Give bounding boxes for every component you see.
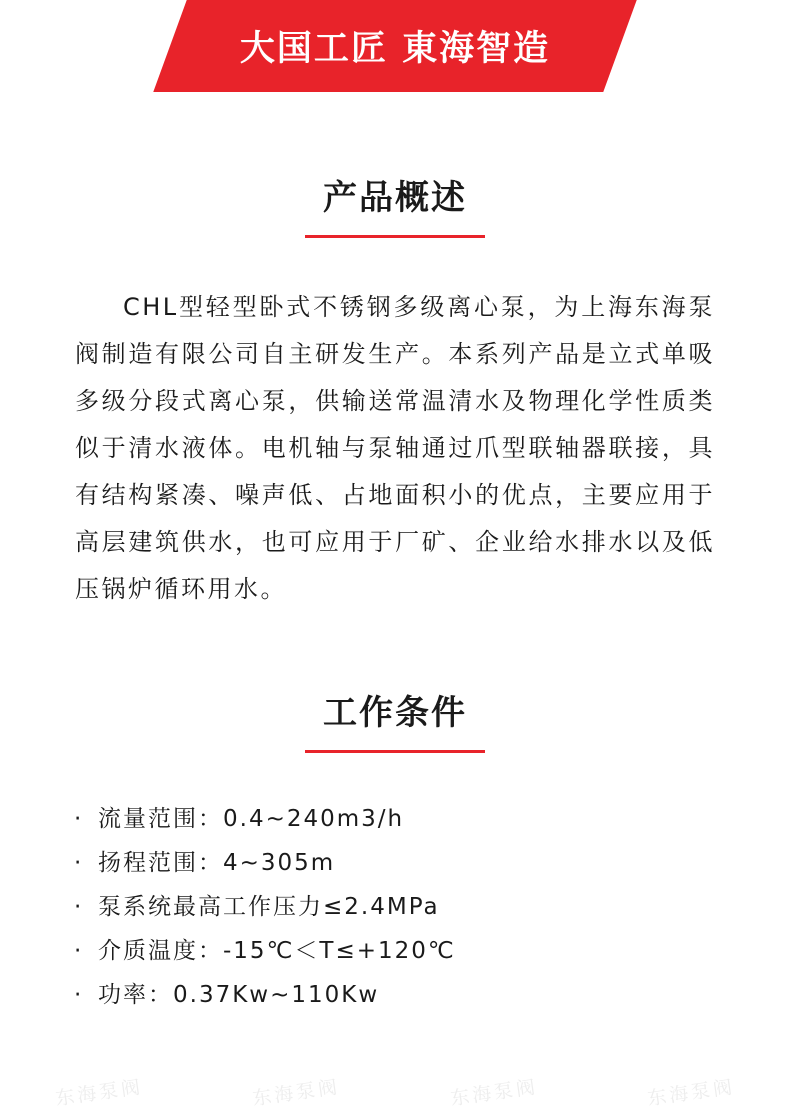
watermark: 东海泵阀 — [251, 1075, 342, 1111]
watermark: 东海泵阀 — [53, 1075, 145, 1111]
document-content — [0, 170, 790, 1017]
bullet-icon: · — [74, 982, 84, 1008]
list-item-label: 泵系统最高工作压力≤2.4MPa — [98, 894, 440, 920]
list-item-label: 扬程范围：4~305m — [98, 850, 336, 876]
list-item-label: 介质温度：-15℃＜T≤+120℃ — [98, 938, 456, 964]
banner-left-accent — [0, 0, 187, 92]
product-overview-paragraph: CHL型轻型卧式不锈钢多级离心泵，为上海东海泵阀制造有限公司自主研发生产。本系列产品是立式单吸多级分段式离心泵，供输送常温清水及物理化学性质类似于清水液体。电机轴与泵轴通过爪型联轴器联接，具有结构紧凑、噪声低、占地面积小的优点，主要应用于高层建筑供水，也可应用于厂矿、企业给水排水以及低压锅炉循环用水。 — [75, 293, 715, 603]
watermark-row — [0, 1065, 790, 1111]
bullet-icon: · — [74, 894, 84, 920]
bullet-icon: · — [74, 806, 84, 832]
list-item-label: 功率：0.37Kw~110Kw — [98, 982, 380, 1008]
banner-title: 大国工匠 東海智造 — [239, 29, 551, 69]
section-heading-product-overview: 产品概述 — [323, 178, 467, 218]
section-heading-rule — [305, 235, 485, 238]
section-heading-rule — [305, 750, 485, 753]
list-item — [70, 797, 770, 841]
watermark: 东海泵阀 — [448, 1075, 540, 1111]
list-item — [70, 885, 770, 929]
list-item — [70, 973, 770, 1017]
working-conditions-list — [40, 797, 770, 1017]
list-item-label: 流量范围：0.4~240m3/h — [98, 806, 405, 832]
watermark: 东海泵阀 — [646, 1075, 737, 1111]
list-item — [70, 841, 770, 885]
header-banner — [0, 0, 790, 92]
section-heading-working-conditions: 工作条件 — [323, 693, 467, 733]
bullet-icon: · — [74, 850, 84, 876]
banner-right-accent — [603, 0, 790, 92]
list-item — [70, 929, 770, 973]
bullet-icon: · — [74, 938, 84, 964]
